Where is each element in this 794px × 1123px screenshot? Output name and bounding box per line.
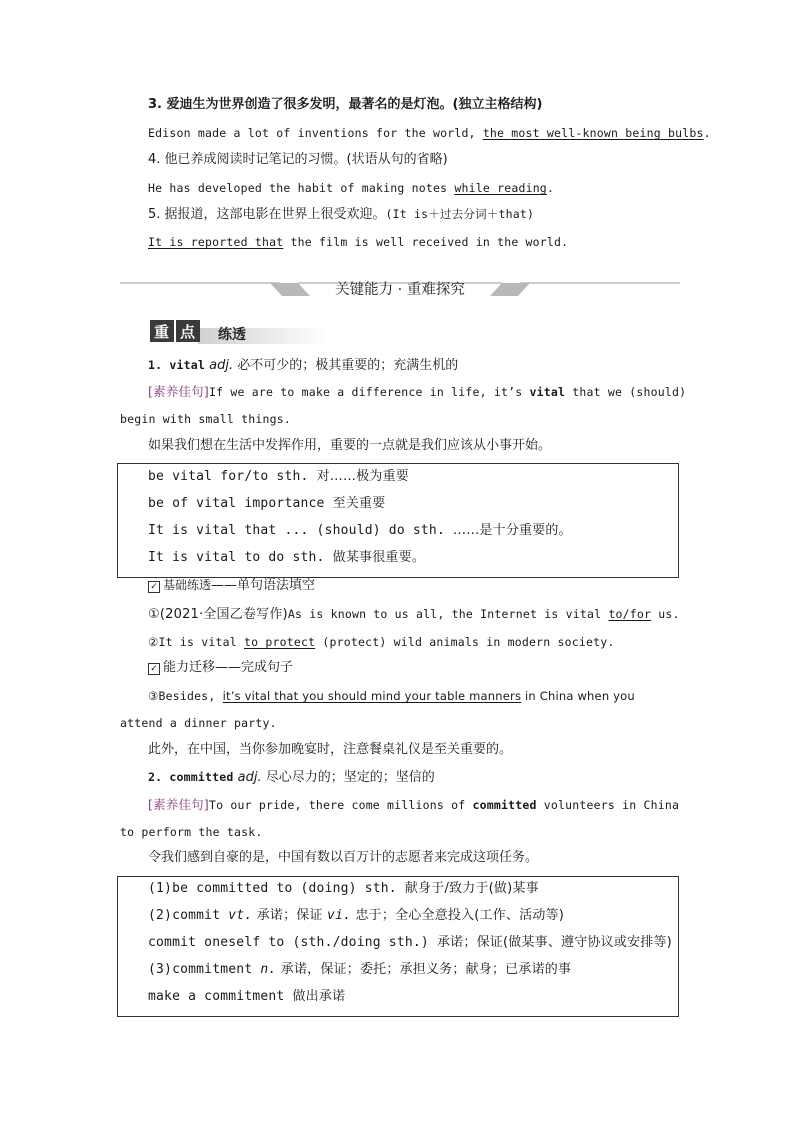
badge-label: 练透 xyxy=(218,327,246,343)
entry-2-example-cont: to perform the task. xyxy=(120,825,263,839)
question-1: ①(2021·全国乙卷写作)As is known to us all, the Internet is vital to/for us. xyxy=(148,607,680,622)
checkbox-icon: ✓ xyxy=(148,581,160,593)
section-header xyxy=(120,278,680,300)
entry-2-example: [素养佳句]To our pride, there come millions of committed volunteers in China xyxy=(148,797,680,812)
checkbox-icon: ✓ xyxy=(148,663,160,675)
badge-char-1: 重 xyxy=(154,323,170,341)
key-points-badge xyxy=(148,318,328,346)
entry-1-example-cont: begin with small things. xyxy=(120,412,291,426)
usage-row: (2)commit vt. 承诺；保证 vi. 忠于；全心全意投入(工作、活动等) xyxy=(148,908,565,923)
question-2: ②It is vital to protect (protect) wild animals in modern society. xyxy=(148,635,615,649)
question-3-translation: 此外，在中国，当你参加晚宴时，注意餐桌礼仪是至关重要的。 xyxy=(148,742,513,757)
item-4-english: He has developed the habit of making notes while reading. xyxy=(148,181,555,195)
entry-1-translation: 如果我们想在生活中发挥作用，重要的一点就是我们应该从小事开始。 xyxy=(148,438,552,453)
item-3-english: Edison made a lot of inventions for the world, the most well-known being bulbs. xyxy=(148,126,711,140)
entry-2-heading: 2. committed adj. 尽心尽力的；坚定的；坚信的 xyxy=(148,770,435,785)
item-3-chinese: 3. 爱迪生为世界创造了很多发明，最著名的是灯泡。(独立主格结构) xyxy=(148,97,543,112)
entry-2-translation: 令我们感到自豪的是，中国有数以百万计的志愿者来完成这项任务。 xyxy=(148,850,539,865)
usage-row: (1)be committed to (doing) sth. 献身于/致力于(做)某事 xyxy=(148,881,539,896)
section-header-title: 关键能力 · 重难探究 xyxy=(335,282,465,298)
usage-row: It is vital that ... (should) do sth. ……是十分重要的。 xyxy=(148,523,572,538)
item-4-chinese: 4. 他已养成阅读时记笔记的习惯。(状语从句的省略) xyxy=(148,152,448,167)
usage-row: commit oneself to (sth./doing sth.) 承诺；保证(做某事、遵守协议或安排等) xyxy=(148,935,672,950)
entry-1-example: [素养佳句]If we are to make a difference in life, it’s vital that we (should) xyxy=(148,384,687,399)
item-5-chinese: 5. 据报道，这部电影在世界上很受欢迎。(It is＋过去分词＋that) xyxy=(148,207,535,222)
item-5-english: It is reported that the film is well received in the world. xyxy=(148,235,569,249)
practice-1-title: ✓ 基础练透——单句语法填空 xyxy=(148,576,680,595)
badge-char-2: 点 xyxy=(180,323,196,341)
question-3-cont: attend a dinner party. xyxy=(120,716,277,730)
entry-1-usage-box xyxy=(117,463,679,578)
usage-row: be of vital importance 至关重要 xyxy=(148,496,386,511)
usage-row: make a commitment 做出承诺 xyxy=(148,989,346,1004)
usage-row: (3)commitment n. 承诺，保证；委托；承担义务；献身；已承诺的事 xyxy=(148,962,572,977)
entry-1-heading: 1. vital adj. 必不可少的；极其重要的；充满生机的 xyxy=(148,358,459,373)
question-3: ③Besides, it’s vital that you should mind your table manners in China when you xyxy=(148,689,635,703)
practice-2-title: ✓ 能力迁移——完成句子 xyxy=(148,659,680,677)
usage-row: be vital for/to sth. 对……极为重要 xyxy=(148,469,409,484)
usage-row: It is vital to do sth. 做某事很重要。 xyxy=(148,550,426,565)
entry-2-usage-box xyxy=(117,876,679,1017)
